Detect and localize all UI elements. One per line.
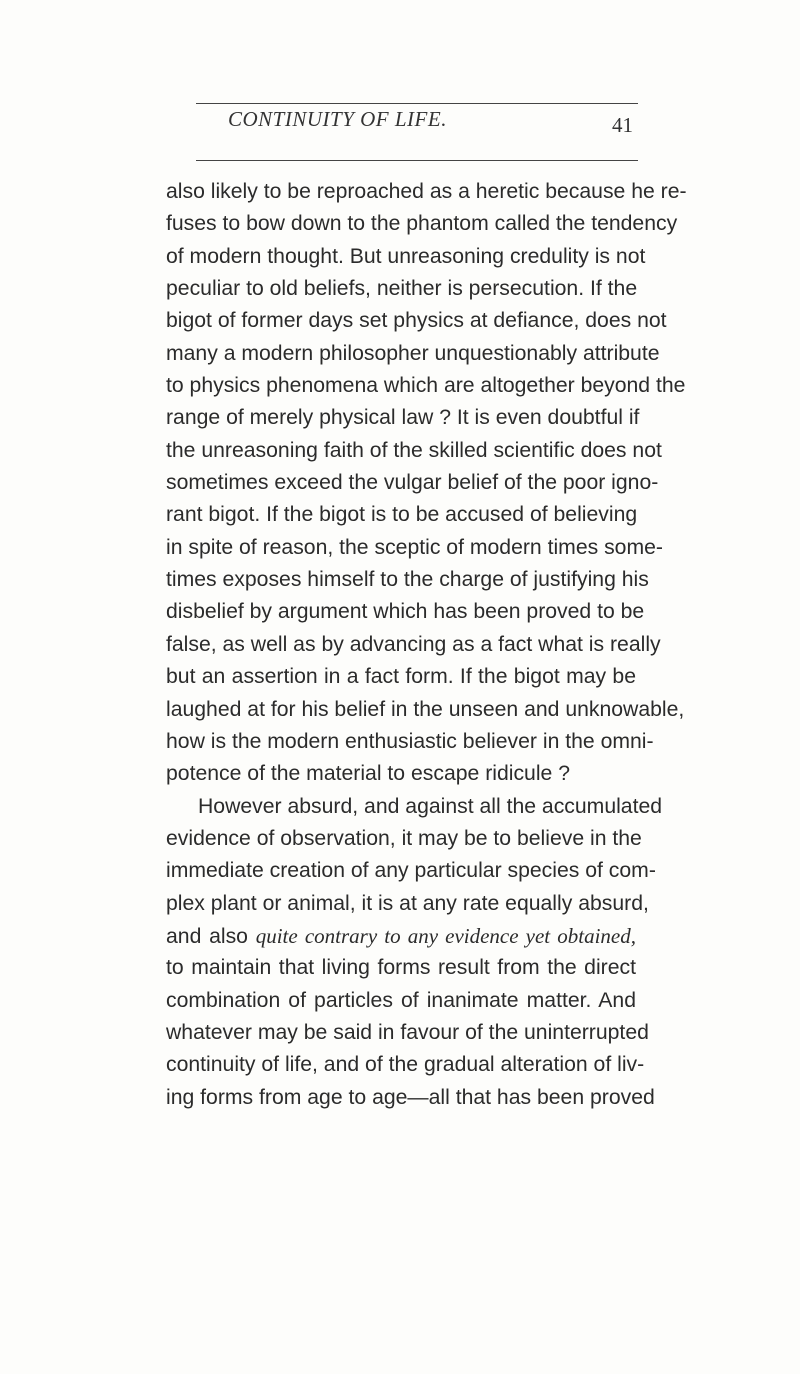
- text-line: immediate creation of any particular species of com-: [166, 859, 656, 883]
- text-line: plex plant or animal, it is at any rate equally absurd,: [166, 891, 649, 915]
- text-line-paragraph-start: However absurd, and against all the accumulated: [198, 794, 663, 818]
- text-line: whatever may be said in favour of the uninterrupted: [166, 1020, 649, 1044]
- text-line: ing forms from age to age—all that has been proved: [166, 1085, 655, 1109]
- text-line: times exposes himself to the charge of justifying his: [166, 568, 649, 592]
- text-line: laughed at for his belief in the unseen and unknowable,: [166, 697, 685, 721]
- text-line: also likely to be reproached as a heretic because he re-: [166, 180, 687, 203]
- text-line: how is the modern enthusiastic believer in the omni-: [166, 729, 654, 753]
- text-line-paragraph-end: potence of the material to escape ridicule ?: [166, 762, 570, 786]
- text-line: evidence of observation, it may be to believe in the: [166, 826, 642, 850]
- text-line: rant bigot. If the bigot is to be accused of believing: [166, 503, 638, 527]
- text-line: bigot of former days set physics at defiance, does not: [166, 309, 667, 333]
- text-line: to maintain that living forms result from the direct: [166, 956, 636, 980]
- text-line: sometimes exceed the vulgar belief of the poor igno-: [166, 471, 659, 495]
- header-rule-bottom: [196, 160, 638, 161]
- text-line: many a modern philosopher unquestionably attribute: [166, 341, 660, 365]
- text-line: false, as well as by advancing as a fact what is really: [166, 632, 661, 656]
- text-line: to physics phenomena which are altogether beyond the: [166, 374, 686, 398]
- text-line: of modern thought. But unreasoning credulity is not: [166, 244, 646, 268]
- text-line: continuity of life, and of the gradual alteration of liv-: [166, 1053, 645, 1077]
- body-text: [166, 176, 687, 1114]
- running-title: CONTINUITY OF LIFE.: [228, 107, 447, 131]
- text-line: but an assertion in a fact form. If the bigot may be: [166, 665, 636, 689]
- text-line: fuses to bow down to the phantom called the tendency: [166, 212, 678, 236]
- text-segment: and also: [166, 924, 256, 948]
- text-line: in spite of reason, the sceptic of modern times some-: [166, 535, 663, 559]
- text-line: combination of particles of inanimate matter. And: [166, 988, 636, 1012]
- text-line: disbelief by argument which has been proved to be: [166, 600, 645, 624]
- text-line: the unreasoning faith of the skilled scientific does not: [166, 438, 662, 462]
- text-line-with-italic: [166, 920, 636, 952]
- text-line: peculiar to old beliefs, neither is persecution. If the: [166, 277, 638, 301]
- text-line: range of merely physical law ? It is even doubtful if: [166, 406, 640, 430]
- page-number: 41: [612, 113, 633, 137]
- italic-phrase: quite contrary to any evidence yet obtained,: [255, 923, 636, 948]
